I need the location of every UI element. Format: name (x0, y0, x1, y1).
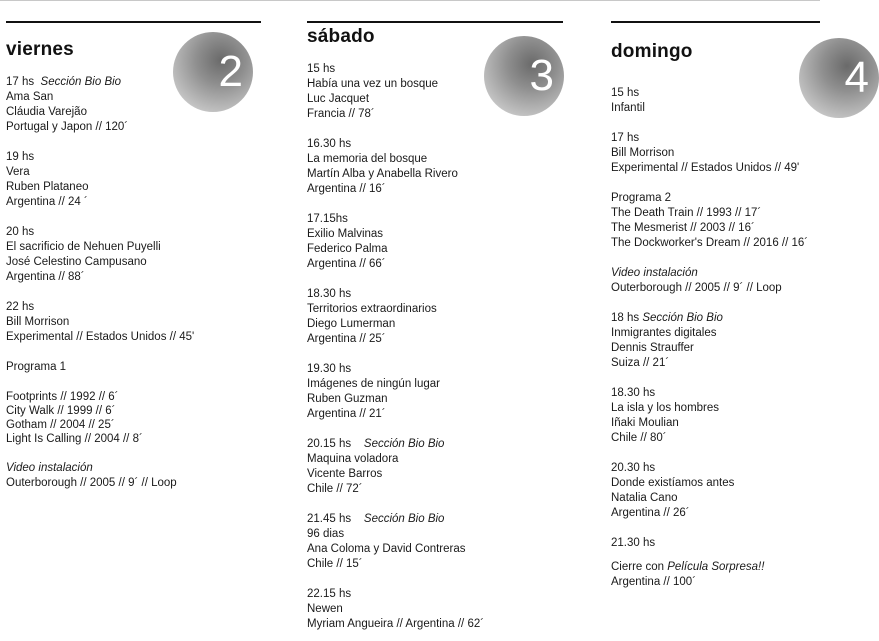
list-item (611, 191, 808, 251)
friday-day-badge: 2 (173, 32, 253, 112)
entry-title-prefix: Cierre con (611, 561, 668, 573)
entry-director: Ruben Guzman (307, 393, 388, 405)
entry-time-line (307, 437, 484, 452)
entry-section: Sección Bio Bio (40, 76, 122, 88)
list-item (6, 75, 194, 135)
entry-country: Argentina // 26´ (611, 507, 690, 519)
list-item (611, 311, 808, 371)
entry-director: Natalia Cano (611, 492, 678, 504)
entry-director: Federico Palma (307, 243, 388, 255)
entry-country: Chile // 80´ (611, 432, 667, 444)
entry-program: Programa 1 (6, 361, 67, 373)
entry-time: 17 hs (6, 76, 35, 88)
friday-rule (6, 21, 261, 23)
list-item (611, 86, 808, 116)
entry-director: Bill Morrison (6, 316, 70, 328)
entry-country: Myriam Angueira // Argentina // 62´ (307, 618, 485, 630)
friday-title: viernes (6, 39, 74, 60)
entry-country: Experimental // Estados Unidos // 45' (6, 331, 195, 343)
entry-title-line (611, 560, 808, 575)
entry-title: Donde existíamos antes (611, 477, 735, 489)
entry-director: Luc Jacquet (307, 93, 370, 105)
entry-title: Ama San (6, 91, 54, 103)
list-item (6, 360, 194, 375)
entry-film: The Death Train // 1993 // 17´ (611, 207, 762, 219)
entry-title: 96 dias (307, 528, 345, 540)
entry-time: 20.15 hs (307, 438, 352, 450)
entry-title: Maquina voladora (307, 453, 399, 465)
entry-time: 19 hs (6, 151, 35, 163)
list-item (611, 266, 808, 296)
entry-director: Diego Lumerman (307, 318, 396, 330)
entry-film: The Mesmerist // 2003 // 16´ (611, 222, 755, 234)
list-item (6, 225, 194, 285)
entry-film: Footprints // 1992 // 6´ (6, 391, 119, 403)
entry-country: Chile // 15´ (307, 558, 363, 570)
entry-time: 21.45 hs (307, 513, 352, 525)
entry-section: Sección Bio Bio (642, 312, 723, 324)
list-item (307, 437, 484, 497)
sunday-rule (611, 21, 820, 23)
entry-country: Argentina // 66´ (307, 258, 386, 270)
entry-time: 22.15 hs (307, 588, 352, 600)
entry-title: Territorios extraordinarios (307, 303, 437, 315)
entry-country: Francia // 78´ (307, 108, 375, 120)
entry-film: The Dockworker's Dream // 2016 // 16´ (611, 237, 809, 249)
list-item (307, 62, 484, 122)
entry-time: 18.30 hs (611, 387, 656, 399)
entry-director: Cláudia Varejão (6, 106, 87, 118)
entry-section: Sección Bio Bio (363, 438, 445, 450)
sunday-day-badge: 4 (799, 38, 879, 118)
list-item (611, 461, 808, 521)
saturday-title: sábado (307, 26, 375, 47)
entry-time: 22 hs (6, 301, 35, 313)
entry-section: Sección Bio Bio (363, 513, 445, 525)
entry-time: 17.15hs (307, 213, 348, 225)
entry-title: Imágenes de ningún lugar (307, 378, 440, 390)
column-saturday (307, 0, 607, 641)
column-friday (6, 0, 306, 641)
list-item (307, 212, 484, 272)
list-item (307, 512, 484, 572)
entry-director: Ana Coloma y David Contreras (307, 543, 466, 555)
list-item (611, 536, 808, 590)
entry-country: Experimental // Estados Unidos // 49' (611, 162, 800, 174)
entry-time-line (307, 512, 484, 527)
entry-time: 18.30 hs (307, 288, 352, 300)
sunday-title: domingo (611, 41, 693, 62)
entry-program: Programa 2 (611, 192, 672, 204)
list-item (6, 300, 194, 345)
entry-film: Gotham // 2004 // 25´ (6, 419, 115, 431)
entry-time-line (611, 311, 808, 326)
entry-country: Argentina // 24 ´ (6, 196, 88, 208)
entry-time: 21.30 hs (611, 537, 656, 549)
entry-country: Argentina // 100´ (611, 576, 697, 588)
entry-film: City Walk // 1999 // 6´ (6, 405, 116, 417)
entry-director: José Celestino Campusano (6, 256, 147, 268)
entry-director: Bill Morrison (611, 147, 675, 159)
list-item (307, 137, 484, 197)
entry-work: Outerborough // 2005 // 9´ // Loop (6, 477, 177, 489)
entry-country: Argentina // 25´ (307, 333, 386, 345)
entry-time: 17 hs (611, 132, 640, 144)
sunday-entries (611, 86, 808, 590)
entry-director: Iñaki Moulian (611, 417, 679, 429)
entry-country: Argentina // 88´ (6, 271, 85, 283)
entry-director: Ruben Plataneo (6, 181, 89, 193)
entry-director: Vicente Barros (307, 468, 383, 480)
saturday-entries (307, 62, 484, 632)
entry-country: Argentina // 21´ (307, 408, 386, 420)
list-item (6, 150, 194, 210)
entry-time-line (6, 75, 194, 90)
entry-country: Portugal y Japon // 120´ (6, 121, 129, 133)
entry-title-italic: Película Sorpresa!! (667, 561, 765, 573)
saturday-day-badge: 3 (484, 36, 564, 116)
entry-film: Light Is Calling // 2004 // 8´ (6, 433, 143, 445)
entry-title: Infantil (611, 102, 645, 114)
entry-label: Video instalación (611, 267, 698, 279)
entry-country: Suiza // 21´ (611, 357, 670, 369)
entry-country: Argentina // 16´ (307, 183, 386, 195)
entry-title: Newen (307, 603, 343, 615)
entry-time: 15 hs (611, 87, 640, 99)
entry-time: 19.30 hs (307, 363, 352, 375)
entry-time: 15 hs (307, 63, 336, 75)
saturday-rule (307, 21, 563, 23)
entry-title: Había una vez un bosque (307, 78, 439, 90)
entry-title: El sacrificio de Nehuen Puyelli (6, 241, 161, 253)
entry-director: Dennis Strauffer (611, 342, 694, 354)
list-item (307, 362, 484, 422)
entry-time: 20 hs (6, 226, 35, 238)
friday-entries (6, 75, 194, 506)
entry-work: Outerborough // 2005 // 9´ // Loop (611, 282, 782, 294)
column-sunday (611, 0, 869, 641)
list-item (6, 390, 194, 446)
entry-title: Exilio Malvinas (307, 228, 384, 240)
entry-title: Vera (6, 166, 30, 178)
list-item (6, 461, 194, 491)
list-item (307, 287, 484, 347)
list-item (307, 587, 484, 632)
entry-time: 20.30 hs (611, 462, 656, 474)
entry-time: 16.30 hs (307, 138, 352, 150)
entry-title: Inmigrantes digitales (611, 327, 717, 339)
entry-title: La memoria del bosque (307, 153, 428, 165)
entry-title: La isla y los hombres (611, 402, 720, 414)
list-item (611, 386, 808, 446)
entry-label: Video instalación (6, 462, 93, 474)
entry-time: 18 hs (611, 312, 640, 324)
entry-country: Chile // 72´ (307, 483, 363, 495)
entry-director: Martín Alba y Anabella Rivero (307, 168, 458, 180)
list-item (611, 131, 808, 176)
